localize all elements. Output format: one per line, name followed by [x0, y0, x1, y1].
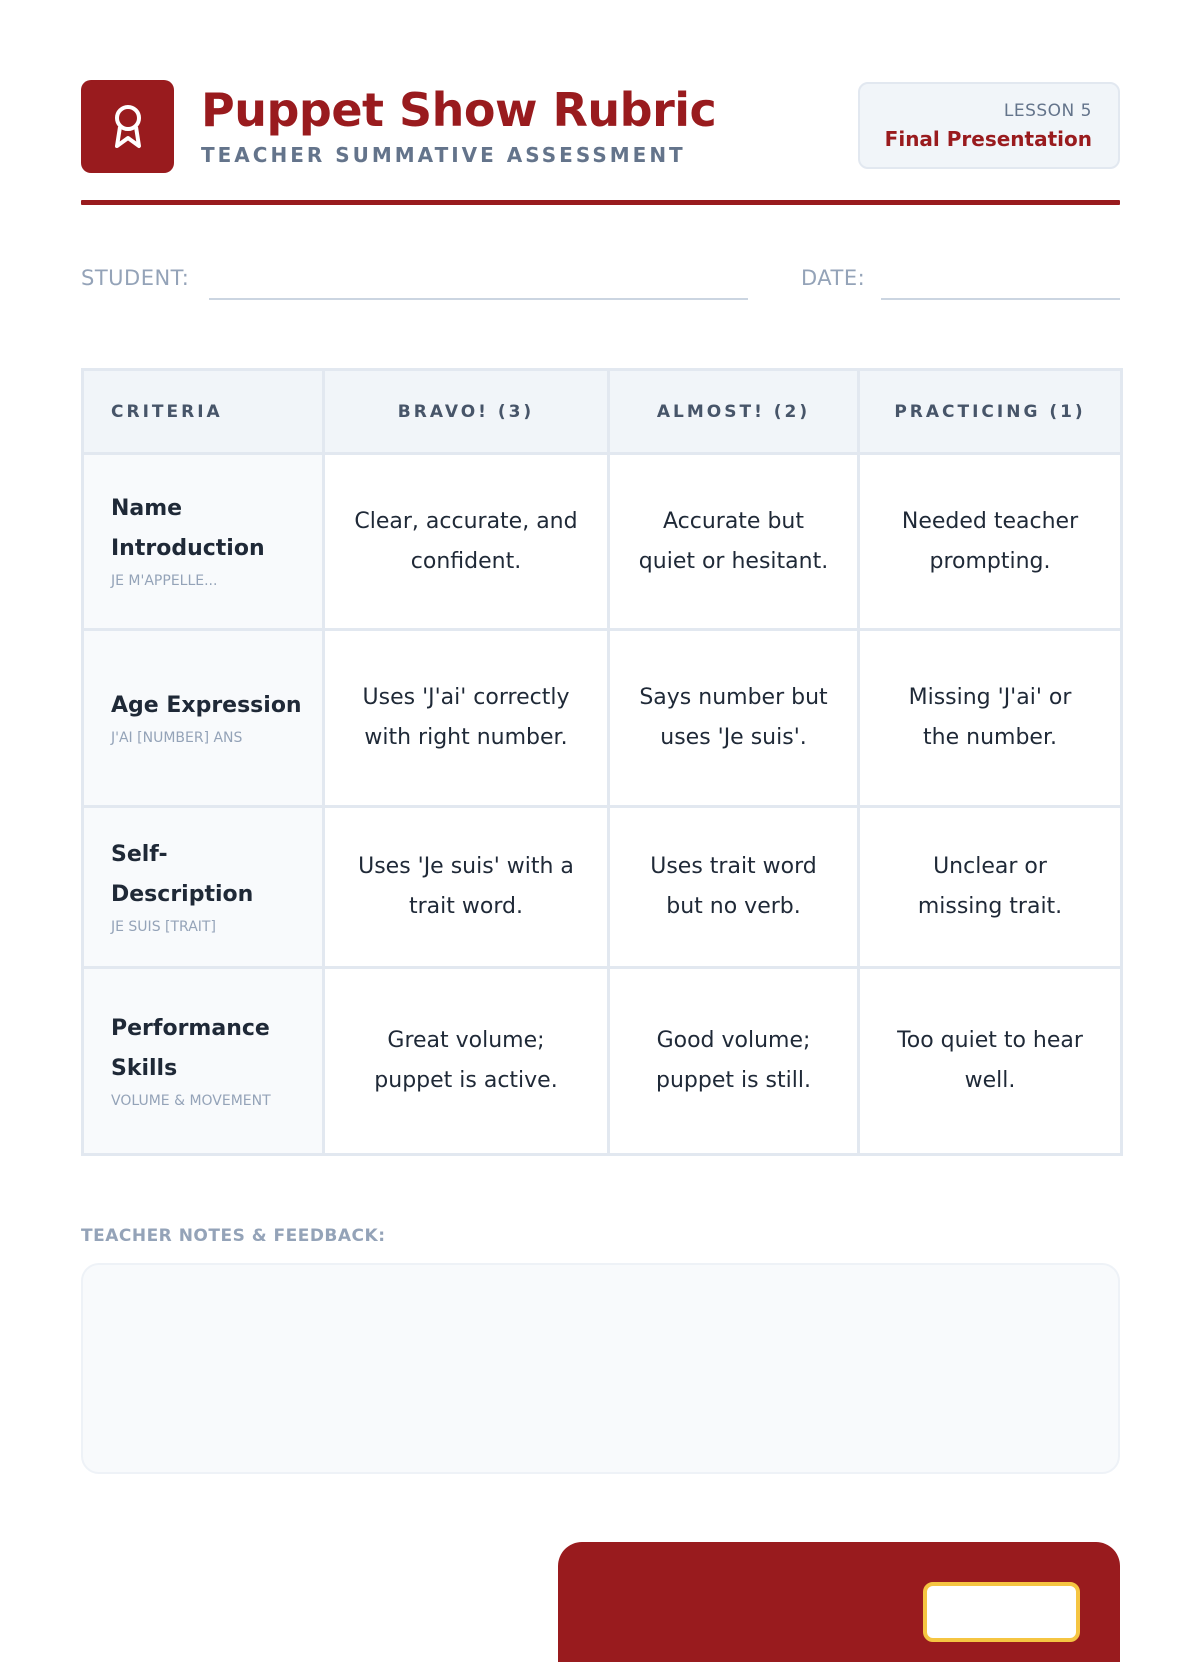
criteria-cell — [83, 454, 324, 630]
bravo-cell[interactable]: Great volume; puppet is active. — [324, 968, 609, 1155]
page-title: Puppet Show Rubric — [201, 83, 717, 137]
criteria-hint: JE SUIS [TRAIT] — [111, 918, 216, 935]
bravo-cell[interactable]: Uses 'Je suis' with a trait word. — [324, 807, 609, 968]
bravo-cell[interactable]: Uses 'J'ai' correctly with right number. — [324, 630, 609, 807]
header — [81, 80, 1120, 174]
lesson-number: LESSON 5 — [1003, 101, 1092, 121]
header-almost: ALMOST! (2) — [609, 370, 859, 454]
table-row — [83, 454, 1122, 630]
lesson-badge — [858, 82, 1120, 169]
practicing-cell[interactable]: Too quiet to hear well. — [859, 968, 1122, 1155]
practicing-cell[interactable]: Missing 'J'ai' or the number. — [859, 630, 1122, 807]
criteria-cell — [83, 630, 324, 807]
notes-label: TEACHER NOTES & FEEDBACK: — [81, 1226, 386, 1246]
table-row — [83, 968, 1122, 1155]
criteria-cell — [83, 968, 324, 1155]
student-field[interactable] — [209, 298, 748, 300]
criteria-name: Performance Skills — [111, 1015, 270, 1081]
award-ribbon-icon — [110, 102, 146, 152]
table-row — [83, 630, 1122, 807]
score-panel — [558, 1542, 1120, 1662]
practicing-cell[interactable]: Unclear or missing trait. — [859, 807, 1122, 968]
student-label: STUDENT: — [81, 266, 190, 290]
criteria-name: Self-Description — [111, 841, 254, 907]
date-field[interactable] — [881, 298, 1120, 300]
almost-cell[interactable]: Uses trait word but no verb. — [609, 807, 859, 968]
criteria-cell — [83, 807, 324, 968]
criteria-name: Age Expression — [111, 692, 302, 718]
score-field[interactable] — [923, 1582, 1080, 1642]
criteria-hint: JE M'APPELLE... — [111, 573, 218, 589]
almost-cell[interactable]: Good volume; puppet is still. — [609, 968, 859, 1155]
header-bravo: BRAVO! (3) — [324, 370, 609, 454]
practicing-cell[interactable]: Needed teacher prompting. — [859, 454, 1122, 630]
bravo-cell[interactable]: Clear, accurate, and confident. — [324, 454, 609, 630]
table-row — [83, 807, 1122, 968]
almost-cell[interactable]: Says number but uses 'Je suis'. — [609, 630, 859, 807]
rubric-table — [81, 368, 1123, 1156]
notes-field[interactable] — [81, 1263, 1120, 1474]
header-practicing: PRACTICING (1) — [859, 370, 1122, 454]
criteria-hint: J'AI [NUMBER] ANS — [111, 729, 243, 746]
lesson-name: Final Presentation — [884, 127, 1092, 151]
almost-cell[interactable]: Accurate but quiet or hesitant. — [609, 454, 859, 630]
rubric-page — [81, 0, 1120, 1600]
date-label: DATE: — [801, 266, 866, 290]
rubric-header-row — [83, 370, 1122, 454]
header-criteria: CRITERIA — [83, 370, 324, 454]
logo-badge — [81, 80, 174, 173]
page-subtitle: TEACHER SUMMATIVE ASSESSMENT — [201, 143, 686, 167]
criteria-name: Name Introduction — [111, 496, 265, 561]
criteria-hint: VOLUME & MOVEMENT — [111, 1092, 271, 1109]
header-divider — [81, 200, 1120, 205]
